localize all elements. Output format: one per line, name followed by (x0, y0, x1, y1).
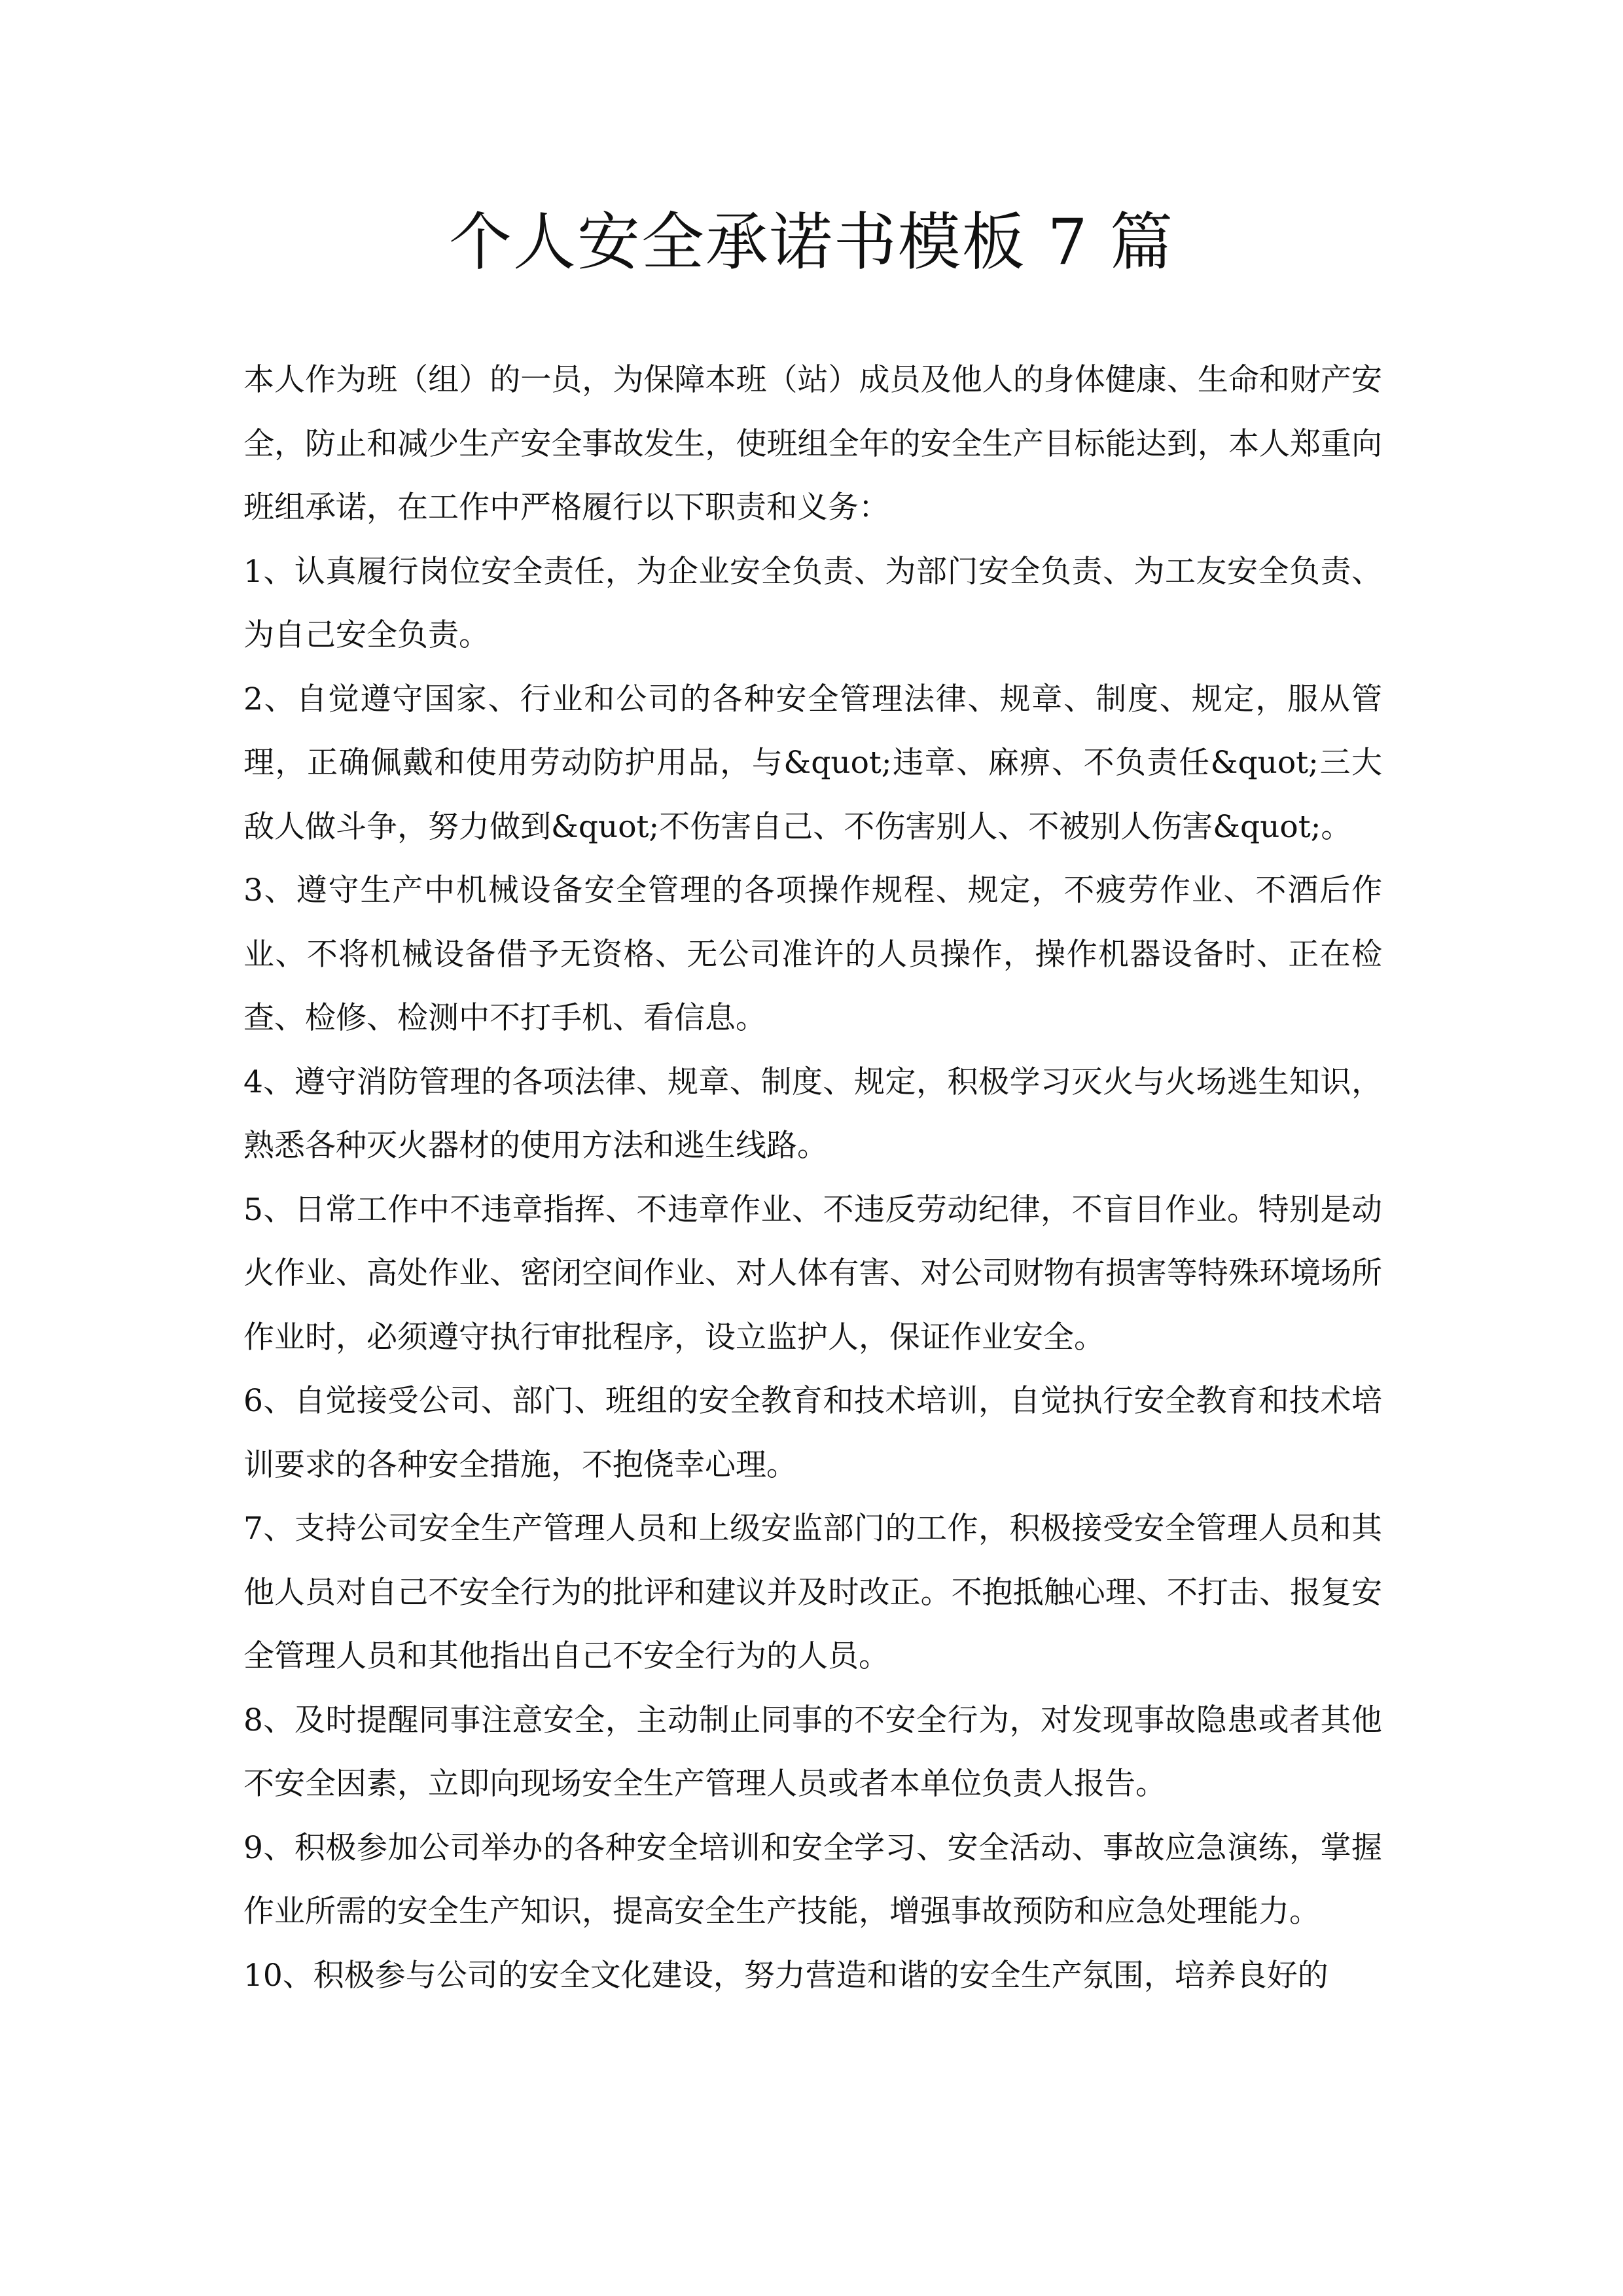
document-title: 个人安全承诺书模板 7 篇 (448, 206, 1175, 279)
commitment-item-2: 2、自觉遵守国家、行业和公司的各种安全管理法律、规章、制度、规定，服从管理，正确佩戴和使用劳动防护用品，与&quot;违章、麻痹、不负责任&quot;三大敌人做斗争，努力做到&quot;不伤害自己、不伤害别人、不被别人伤害&quot;。 (243, 681, 1382, 845)
intro-paragraph: 本人作为班（组）的一员，为保障本班（站）成员及他人的身体健康、生命和财产安全，防止和减少生产安全事故发生，使班组全年的安全生产目标能达到，本人郑重向班组承诺，在工作中严格履行以下职责和义务： (243, 362, 1382, 526)
commitment-item-5: 5、日常工作中不违章指挥、不违章作业、不违反劳动纪律，不盲目作业。特别是动火作业、高处作业、密闭空间作业、对人体有害、对公司财物有损害等特殊环境场所作业时，必须遵守执行审批程序，设立监护人，保证作业安全。 (243, 1191, 1382, 1355)
commitment-item-10: 10、积极参与公司的安全文化建设，努力营造和谐的安全生产氛围，培养良好的 (243, 1957, 1329, 1994)
commitment-item-6: 6、自觉接受公司、部门、班组的安全教育和技术培训，自觉执行安全教育和技术培训要求的各种安全措施，不抱侥幸心理。 (243, 1383, 1382, 1483)
commitment-item-8: 8、及时提醒同事注意安全，主动制止同事的不安全行为，对发现事故隐患或者其他不安全因素，立即向现场安全生产管理人员或者本单位负责人报告。 (243, 1702, 1382, 1802)
commitment-item-9: 9、积极参加公司举办的各种安全培训和安全学习、安全活动、事故应急演练，掌握作业所需的安全生产知识，提高安全生产技能，增强事故预防和应急处理能力。 (243, 1829, 1382, 1929)
commitment-item-4: 4、遵守消防管理的各项法律、规章、制度、规定，积极学习灭火与火场逃生知识，熟悉各种灭火器材的使用方法和逃生线路。 (243, 1064, 1382, 1164)
document-body (243, 348, 1382, 2007)
commitment-item-1: 1、认真履行岗位安全责任，为企业安全负责、为部门安全负责、为工友安全负责、为自己安全负责。 (243, 553, 1382, 653)
commitment-item-3: 3、遵守生产中机械设备安全管理的各项操作规程、规定，不疲劳作业、不酒后作业、不将机械设备借予无资格、无公司准许的人员操作，操作机器设备时、正在检查、检修、检测中不打手机、看信息。 (243, 872, 1382, 1036)
commitment-item-7: 7、支持公司安全生产管理人员和上级安监部门的工作，积极接受安全管理人员和其他人员对自己不安全行为的批评和建议并及时改正。不抱抵触心理、不打击、报复安全管理人员和其他指出自己不安全行为的人员。 (243, 1511, 1382, 1674)
